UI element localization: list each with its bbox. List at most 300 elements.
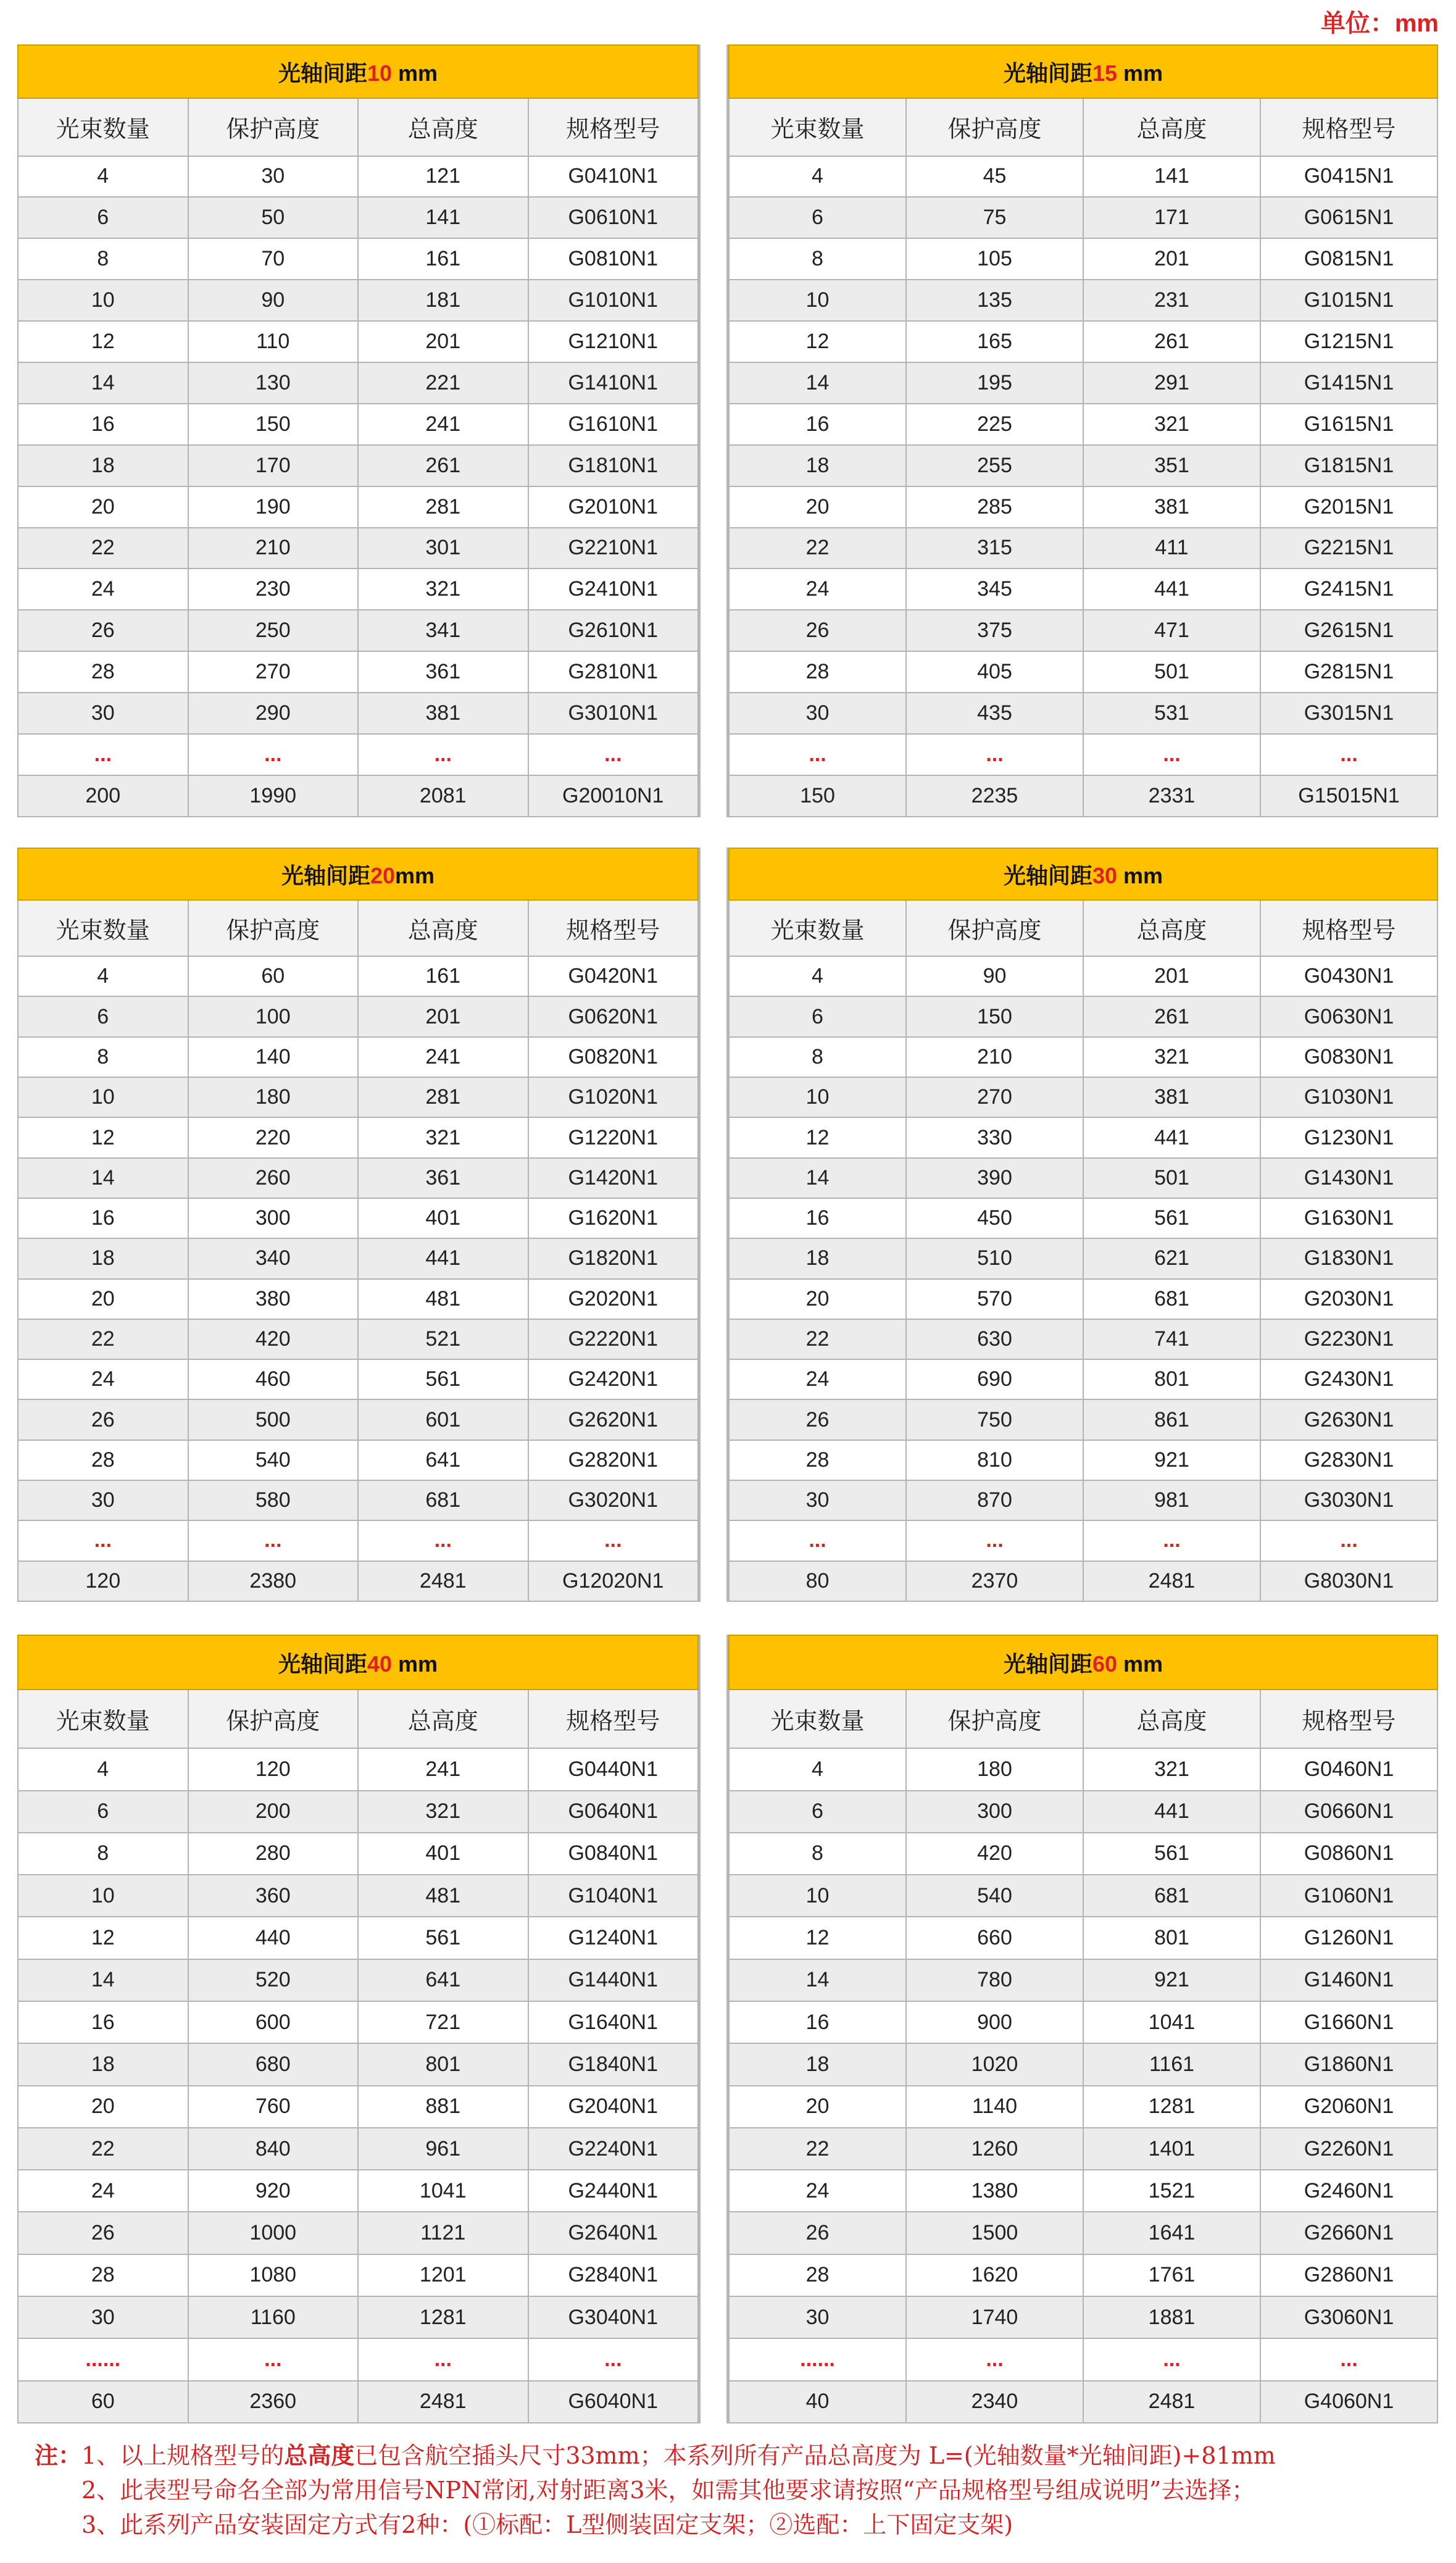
note-line-2: 2、此表型号命名全部为常用信号NPN常闭,对射距离3米，如需其他要求请按照“产品规格型号组成说明”去选择； [81,2477,1255,2504]
table-row [18,1117,698,1157]
table-row [18,1748,698,1790]
notes-lead: 注： [35,2441,82,2469]
table-cell: 900 [906,2001,1083,2043]
table-cell: 721 [358,2001,528,2043]
table-row [18,1319,698,1359]
table-title [18,45,698,98]
table-cell: 18 [729,1238,906,1278]
column-header: 规格型号 [1260,900,1437,956]
table-cell: G1020N1 [528,1077,699,1117]
table-cell: 201 [1083,956,1260,996]
table-cell: 20 [729,486,906,528]
table-row [729,486,1437,528]
table-cell: 22 [18,528,188,569]
table-cell: 130 [188,362,359,404]
table-cell: 601 [358,1399,528,1440]
table-title-row [729,1635,1437,1690]
table-row [729,2254,1437,2296]
table-cell: G0430N1 [1260,956,1437,996]
table-cell: 501 [1083,1158,1260,1198]
table-cell: 315 [906,528,1083,569]
table-cell: 6 [18,1791,188,1833]
table-cell: 181 [358,280,528,321]
table-cell: 40 [729,2381,906,2423]
table-cell: 561 [1083,1198,1260,1238]
table-cell: G1815N1 [1260,445,1437,486]
table-cell: 301 [358,528,528,569]
table-cell: 1161 [1083,2043,1260,2085]
ellipsis-cell: ... [358,734,528,775]
table-cell: 80 [729,1561,906,1601]
table-cell: G0410N1 [528,156,699,198]
table-cell: G2415N1 [1260,569,1437,610]
note-1-bold: 总高度 [284,2441,355,2469]
title-unit: mm [1117,60,1163,86]
ellipsis-row [18,2338,698,2380]
table-cell: G1415N1 [1260,362,1437,404]
table-row [18,1440,698,1480]
table-cell: G1015N1 [1260,280,1437,321]
table-cell: 6 [729,996,906,1036]
table-cell: 180 [188,1077,359,1117]
ellipsis-cell: ... [1260,734,1437,775]
table-cell: 681 [1083,1279,1260,1319]
table-cell: 390 [906,1158,1083,1198]
column-header: 总高度 [1083,1690,1260,1748]
column-header: 规格型号 [528,900,699,956]
ellipsis-row [18,1520,698,1561]
table-row [729,2170,1437,2212]
table-cell: G0440N1 [528,1748,699,1790]
table-cell: 420 [188,1319,359,1359]
table-cell: 90 [906,956,1083,996]
table-row [729,2296,1437,2338]
table-cell: 28 [729,2254,906,2296]
table-divider [699,1635,728,2423]
table-row [729,238,1437,280]
spec-table [728,1635,1438,2423]
table-cell: 201 [358,996,528,1036]
table-cell: 170 [188,445,359,486]
table-cell: G1440N1 [528,1959,699,2001]
ellipsis-cell: ...... [729,2338,906,2380]
table-row [729,1319,1437,1359]
table-cell: 981 [1083,1480,1260,1520]
table-cell: G2060N1 [1260,2086,1437,2128]
table-cell: 165 [906,321,1083,362]
table-row [729,1037,1437,1077]
table-cell: 30 [729,1480,906,1520]
table-cell: 30 [729,2296,906,2338]
table-cell: G2210N1 [528,528,699,569]
table-cell: 20 [18,1279,188,1319]
table-cell: 921 [1083,1440,1260,1480]
table-row-last [18,1561,698,1601]
table-cell: 561 [358,1917,528,1959]
table-cell: 28 [18,2254,188,2296]
table-cell: G2815N1 [1260,651,1437,693]
table-cell: 441 [1083,1117,1260,1157]
table-cell: G1220N1 [528,1117,699,1157]
table-row [729,362,1437,404]
table-cell: 411 [1083,528,1260,569]
table-row [18,2128,698,2170]
table-cell: 521 [358,1319,528,1359]
table-row [729,1158,1437,1198]
table-title [729,848,1437,900]
table-cell: G2040N1 [528,2086,699,2128]
ellipsis-cell: ... [729,1520,906,1561]
table-cell: 460 [188,1359,359,1399]
table-cell: 20 [18,486,188,528]
table-header-row [18,1690,698,1748]
table-cell: 321 [1083,1748,1260,1790]
table-cell: 140 [188,1037,359,1077]
title-spacing: 30 [1092,862,1118,888]
ellipsis-cell: ... [188,734,359,775]
table-row [18,2296,698,2338]
table-row [729,2128,1437,2170]
table-cell: 8 [18,238,188,280]
table-cell: 1201 [358,2254,528,2296]
table-cell: 12 [18,1117,188,1157]
table-cell: G20010N1 [528,775,699,817]
table-cell: 481 [358,1279,528,1319]
table-cell: 801 [1083,1359,1260,1399]
table-cell: 840 [188,2128,359,2170]
table-cell: 1041 [1083,2001,1260,2043]
table-cell: 30 [729,693,906,734]
table-cell: 180 [906,1748,1083,1790]
table-cell: 760 [188,2086,359,2128]
ellipsis-cell: ... [188,1520,359,1561]
ellipsis-cell: ... [1083,734,1260,775]
table-cell: G0630N1 [1260,996,1437,1036]
table-row [18,956,698,996]
table-cell: 285 [906,486,1083,528]
unit-label: 单位：mm [1320,10,1439,37]
table-cell: 621 [1083,1238,1260,1278]
table-cell: G1615N1 [1260,404,1437,445]
table-header-row [729,98,1437,156]
table-cell: 28 [729,651,906,693]
table-cell: 70 [188,238,359,280]
table-row [729,1117,1437,1157]
table-cell: 16 [18,1198,188,1238]
column-header: 总高度 [358,900,528,956]
table-cell: 12 [18,321,188,362]
table-cell: G12020N1 [528,1561,699,1601]
table-cell: 270 [906,1077,1083,1117]
table-cell: 280 [188,1833,359,1875]
table-row [18,2254,698,2296]
table-row [729,2001,1437,2043]
table-cell: 261 [1083,996,1260,1036]
table-cell: 195 [906,362,1083,404]
title-unit: mm [392,60,438,86]
table-row [18,1959,698,2001]
ellipsis-cell: ... [729,734,906,775]
table-row [18,569,698,610]
table-cell: G2630N1 [1260,1399,1437,1440]
table-cell: 2340 [906,2381,1083,2423]
table-cell: 12 [729,321,906,362]
table-header-row [729,1690,1437,1748]
table-cell: 24 [18,2170,188,2212]
table-cell: 270 [188,651,359,693]
table-divider [699,848,728,1602]
table-row [729,1198,1437,1238]
table-cell: 2380 [188,1561,359,1601]
table-cell: 14 [729,1158,906,1198]
table-cell: G3015N1 [1260,693,1437,734]
table-cell: 531 [1083,693,1260,734]
ellipsis-cell: ... [906,2338,1083,2380]
table-cell: 8 [729,238,906,280]
table-row [729,569,1437,610]
table-cell: 18 [729,445,906,486]
table-cell: G1010N1 [528,280,699,321]
table-cell: 12 [729,1917,906,1959]
table-row [729,956,1437,996]
table-row [18,1833,698,1875]
table-cell: G3060N1 [1260,2296,1437,2338]
table-cell: 150 [729,775,906,817]
table-cell: 681 [1083,1875,1260,1917]
table-cell: G1830N1 [1260,1238,1437,1278]
table-cell: G2220N1 [528,1319,699,1359]
table-cell: G3020N1 [528,1480,699,1520]
table-cell: 10 [18,1077,188,1117]
spec-table-60mm [728,1635,1438,2423]
ellipsis-cell: ... [358,1520,528,1561]
title-spacing: 40 [367,1651,393,1677]
column-header: 保护高度 [906,1690,1083,1748]
table-cell: 810 [906,1440,1083,1480]
table-row [729,156,1437,198]
spec-section-2 [17,848,1438,1602]
table-cell: 120 [188,1748,359,1790]
table-cell: 231 [1083,280,1260,321]
table-cell: 161 [358,956,528,996]
table-cell: G1810N1 [528,445,699,486]
table-cell: 60 [18,2381,188,2423]
ellipsis-cell: ... [18,734,188,775]
table-cell: 300 [906,1791,1083,1833]
table-cell: 321 [358,1791,528,1833]
table-cell: 8 [18,1037,188,1077]
table-cell: 441 [1083,569,1260,610]
table-cell: G3030N1 [1260,1480,1437,1520]
table-cell: G2460N1 [1260,2170,1437,2212]
table-header-row [729,900,1437,956]
column-header: 保护高度 [188,900,359,956]
table-row [729,2212,1437,2254]
table-row [18,197,698,238]
table-cell: G1660N1 [1260,2001,1437,2043]
column-header: 光束数量 [729,900,906,956]
ellipsis-cell: ... [1083,1520,1260,1561]
ellipsis-cell: ... [18,1520,188,1561]
table-cell: 561 [1083,1833,1260,1875]
table-row [729,321,1437,362]
table-cell: 540 [906,1875,1083,1917]
table-cell: 241 [358,1037,528,1077]
ellipsis-cell: ... [906,734,1083,775]
table-cell: G1060N1 [1260,1875,1437,1917]
table-row [729,610,1437,651]
table-title-row [729,45,1437,98]
column-header: 保护高度 [188,98,359,156]
table-cell: 1020 [906,2043,1083,2085]
table-cell: 660 [906,1917,1083,1959]
table-cell: 24 [729,569,906,610]
table-cell: 2481 [358,2381,528,2423]
table-cell: 345 [906,569,1083,610]
table-cell: 18 [18,2043,188,2085]
table-cell: G2640N1 [528,2212,699,2254]
table-cell: 1260 [906,2128,1083,2170]
table-cell: 361 [358,651,528,693]
table-cell: 360 [188,1875,359,1917]
table-cell: 291 [1083,362,1260,404]
title-spacing: 20 [370,862,396,888]
table-row [18,1399,698,1440]
table-row-last [729,2381,1437,2423]
column-header: 总高度 [358,1690,528,1748]
table-cell: 4 [18,956,188,996]
table-header-row [18,900,698,956]
table-cell: 1000 [188,2212,359,2254]
table-header-row [18,98,698,156]
table-row [18,1875,698,1917]
table-cell: G1640N1 [528,2001,699,2043]
table-cell: 120 [18,1561,188,1601]
table-cell: 22 [18,1319,188,1359]
table-row [729,1875,1437,1917]
table-cell: 22 [729,2128,906,2170]
note-line-1 [35,2438,1448,2473]
table-cell: 2481 [1083,1561,1260,1601]
table-cell: 4 [729,1748,906,1790]
table-row [729,280,1437,321]
ellipsis-cell: ... [528,2338,699,2380]
column-header: 光束数量 [729,98,906,156]
table-cell: 75 [906,197,1083,238]
notes-block [35,2438,1448,2542]
table-title-row [18,45,698,98]
table-cell: G1860N1 [1260,2043,1437,2085]
table-cell: G1460N1 [1260,1959,1437,2001]
ellipsis-cell: ... [1260,2338,1437,2380]
spec-table-10mm [17,44,699,817]
table-cell: 441 [1083,1791,1260,1833]
spec-table-15mm [728,44,1438,817]
table-cell: 540 [188,1440,359,1480]
table-cell: G0615N1 [1260,197,1437,238]
note-1-text-rest: 已包含航空插头尺寸33mm；本系列所有产品总高度为 L=(光轴数量*光轴间距)+81mm [354,2442,1276,2469]
table-cell: 300 [188,1198,359,1238]
table-cell: 260 [188,1158,359,1198]
table-cell: 261 [1083,321,1260,362]
table-row [729,1480,1437,1520]
table-title-row [18,848,698,900]
table-cell: 30 [188,156,359,198]
table-cell: 28 [18,651,188,693]
table-row [18,1158,698,1198]
column-header: 保护高度 [906,900,1083,956]
table-cell: 150 [906,996,1083,1036]
spec-table [17,848,699,1602]
table-cell: 28 [729,1440,906,1480]
ellipsis-cell: ... [1083,2338,1260,2380]
column-header: 光束数量 [18,900,188,956]
table-cell: G2440N1 [528,2170,699,2212]
table-cell: 290 [188,693,359,734]
table-cell: G0620N1 [528,996,699,1036]
table-cell: 10 [18,1875,188,1917]
table-cell: 14 [729,362,906,404]
table-cell: G1630N1 [1260,1198,1437,1238]
table-cell: 220 [188,1117,359,1157]
table-cell: 351 [1083,445,1260,486]
table-row [18,996,698,1036]
table-cell: 4 [729,956,906,996]
table-cell: 2081 [358,775,528,817]
table-cell: 6 [729,1791,906,1833]
table-row [18,238,698,280]
table-cell: G2820N1 [528,1440,699,1480]
table-cell: 24 [729,2170,906,2212]
table-row [18,2001,698,2043]
table-title [18,848,698,900]
table-cell: 381 [358,693,528,734]
table-cell: G2660N1 [1260,2212,1437,2254]
table-cell: 580 [188,1480,359,1520]
table-cell: G2240N1 [528,2128,699,2170]
table-row [18,2086,698,2128]
table-cell: G2840N1 [528,2254,699,2296]
spec-table-40mm [17,1635,699,2423]
table-cell: 1990 [188,775,359,817]
table-cell: G0460N1 [1260,1748,1437,1790]
table-cell: 321 [1083,1037,1260,1077]
table-cell: 241 [358,404,528,445]
table-row [18,610,698,651]
ellipsis-cell: ... [358,2338,528,2380]
table-cell: 8 [18,1833,188,1875]
table-cell: 261 [358,445,528,486]
column-header: 保护高度 [188,1690,359,1748]
table-cell: 20 [729,2086,906,2128]
table-cell: 26 [729,2212,906,2254]
table-cell: 321 [1083,404,1260,445]
table-cell: G1260N1 [1260,1917,1437,1959]
table-cell: 440 [188,1917,359,1959]
table-cell: 14 [18,1158,188,1198]
table-cell: G2030N1 [1260,1279,1437,1319]
table-cell: 8 [729,1037,906,1077]
spec-section-1 [17,44,1438,817]
table-cell: 2235 [906,775,1083,817]
table-cell: 6 [729,197,906,238]
ellipsis-row [729,1520,1437,1561]
table-row [18,362,698,404]
table-cell: 14 [18,362,188,404]
spec-section-3 [17,1635,1438,2423]
table-cell: G2810N1 [528,651,699,693]
table-cell: 4 [18,156,188,198]
